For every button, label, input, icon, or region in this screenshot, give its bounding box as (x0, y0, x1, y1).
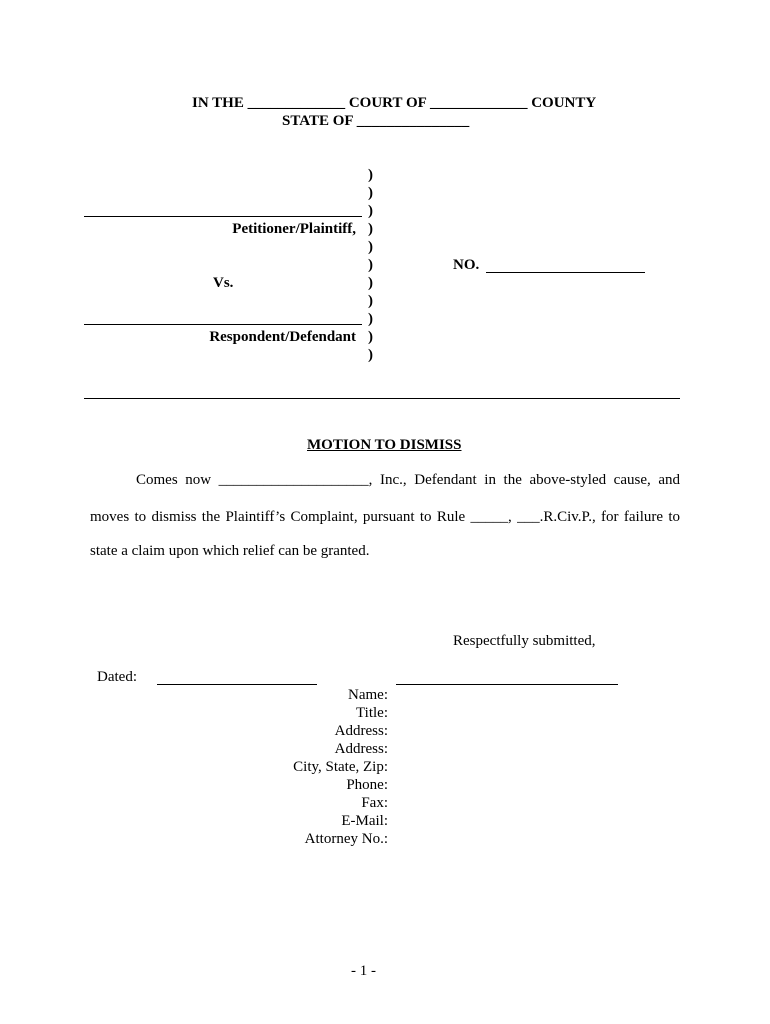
caption-paren: ) (368, 257, 373, 273)
name-field-label: Name: (348, 687, 388, 703)
fax-field-label: Fax: (361, 795, 388, 811)
motion-title: MOTION TO DISMISS (307, 437, 462, 453)
respondent-label: Respondent/Defendant (209, 329, 356, 345)
email-field-label: E-Mail: (341, 813, 388, 829)
date-line[interactable] (157, 684, 317, 685)
caption-divider (84, 398, 680, 399)
address-field-label: Address: (334, 741, 388, 757)
case-number-line[interactable] (486, 272, 645, 273)
page-number: - 1 - (351, 963, 376, 979)
caption-paren: ) (368, 329, 373, 345)
caption-paren: ) (368, 221, 373, 237)
state-line: STATE OF _______________ (282, 113, 470, 129)
vs-label: Vs. (213, 275, 234, 291)
petitioner-name-line[interactable] (84, 216, 362, 217)
motion-body-line-3: state a claim upon which relief can be granted. (90, 543, 370, 559)
caption-paren: ) (368, 347, 373, 363)
signature-line[interactable] (396, 684, 618, 685)
title-field-label: Title: (356, 705, 388, 721)
motion-body-line-1: Comes now ____________________, Inc., Defendant in the above-styled cause, and (136, 472, 680, 488)
caption-paren: ) (368, 203, 373, 219)
caption-paren: ) (368, 167, 373, 183)
caption-paren: ) (368, 239, 373, 255)
case-number-label: NO. (453, 257, 480, 273)
caption-paren: ) (368, 185, 373, 201)
closing-text: Respectfully submitted, (453, 633, 596, 649)
petitioner-label: Petitioner/Plaintiff, (232, 221, 356, 237)
city-state-zip-field-label: City, State, Zip: (293, 759, 388, 775)
court-line: IN THE _____________ COURT OF _____________ COUNTY (192, 95, 597, 111)
caption-paren: ) (368, 293, 373, 309)
address-field-label: Address: (334, 723, 388, 739)
caption-paren: ) (368, 311, 373, 327)
motion-body-line-2: moves to dismiss the Plaintiff’s Complaint, pursuant to Rule _____, ___.R.Civ.P., for failure to (90, 509, 680, 525)
phone-field-label: Phone: (346, 777, 388, 793)
caption-paren: ) (368, 275, 373, 291)
respondent-name-line[interactable] (84, 324, 362, 325)
attorney-number-field-label: Attorney No.: (304, 831, 388, 847)
dated-label: Dated: (97, 669, 137, 685)
